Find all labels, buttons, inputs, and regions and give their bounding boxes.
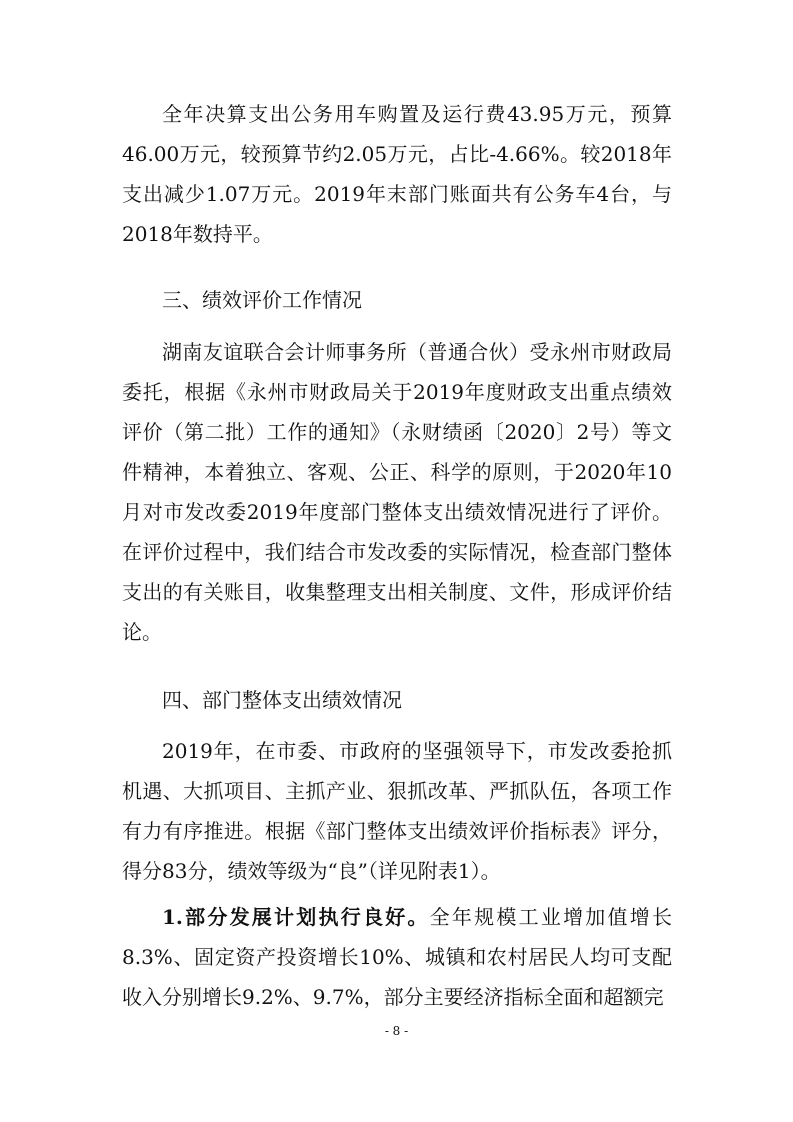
paragraph-plan-execution [122,897,672,1017]
paragraph-overall-performance: 2019年，在市委、市政府的坚强领导下，市发改委抢抓机遇、大抓项目、主抓产业、狠抓改革、严抓队伍，各项工作有力有序推进。根据《部门整体支出绩效评价指标表》评分，得分83分，绩效等级为“良”（详见附表1）。 [122,739,672,883]
paragraph-evaluation-work: 湖南友谊联合会计师事务所（普通合伙）受永州市财政局委托，根据《永州市财政局关于2019年度财政支出重点绩效评价（第二批）工作的通知》（永财绩函〔2020〕2号）等文件精神，本着独立、客观、公正、科学的原则，于2020年10月对市发改委2019年度部门整体支出绩效情况进行了评价。在评价过程中，我们结合市发改委的实际情况，检查部门整体支出的有关账目，收集整理支出相关制度、文件，形成评价结论。 [122,340,672,644]
heading-section-4: 四、部门整体支出绩效情况 [162,688,402,712]
plan-execution-lead: 1.部分发展计划执行良好。 [162,905,430,929]
plan-execution-body: 全年规模工业增加值增长8.3%、固定资产投资增长10%、城镇和农村居民人均可支配收入分别增长9.2%、9.7%，部分主要经济指标全面和超额完 [122,905,672,1009]
page-number: - 8 - [384,1024,409,1038]
paragraph-vehicle-expense: 全年决算支出公务用车购置及运行费43.95万元，预算46.00万元，较预算节约2.05万元，占比-4.66%。较2018年支出减少1.07万元。2019年末部门账面共有公务车4台，与2018年数持平。 [122,102,672,246]
heading-section-3: 三、绩效评价工作情况 [162,288,362,312]
